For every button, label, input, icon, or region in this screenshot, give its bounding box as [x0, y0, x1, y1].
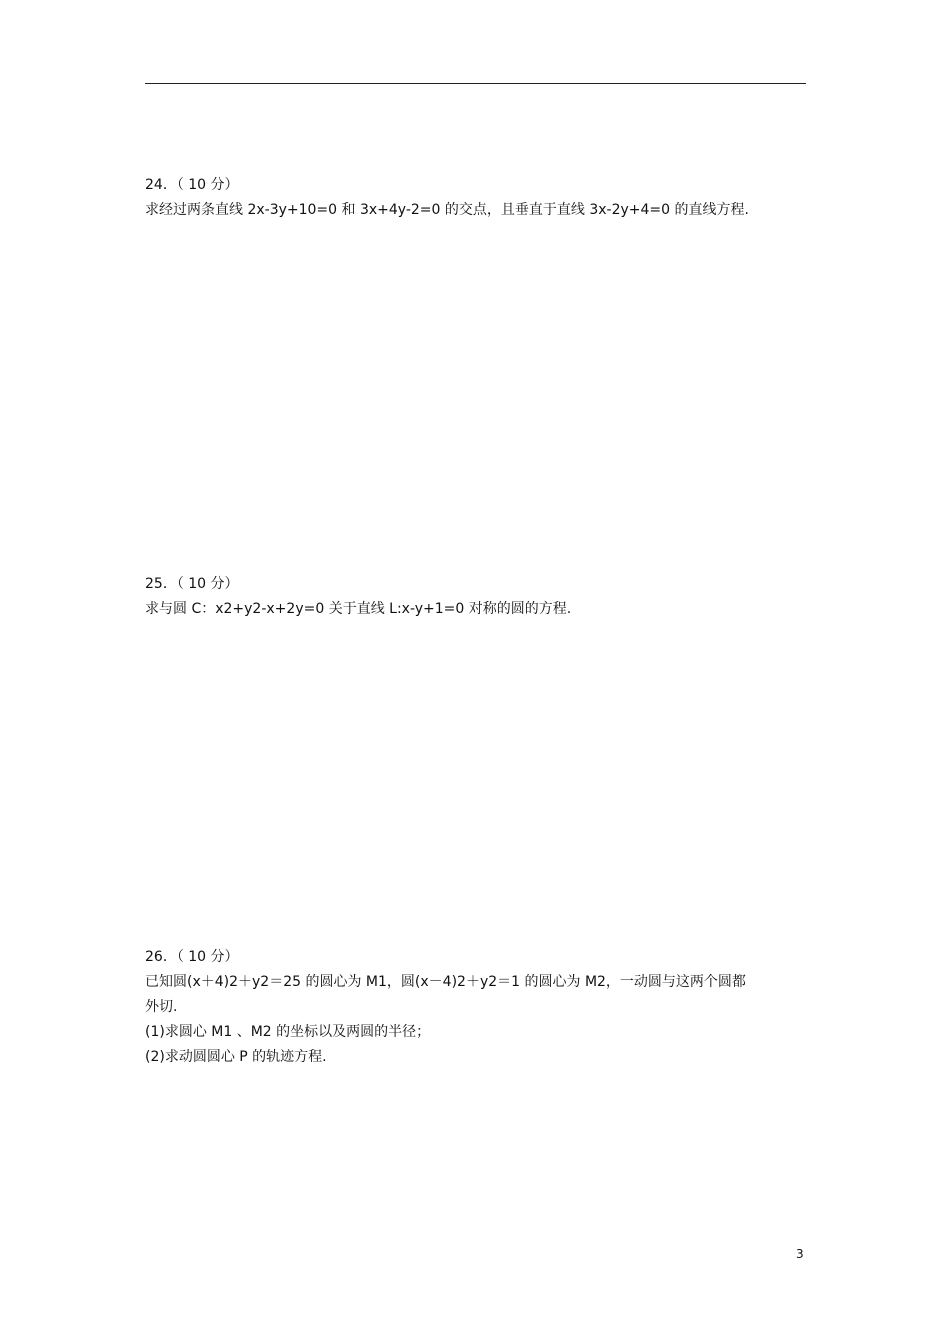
- question-text: 已知圆(x＋4)2＋y2＝25 的圆心为 M1，圆(x－4)2＋y2＝1 的圆心为 M2，一动圆与这两个圆都: [145, 974, 746, 990]
- sub-question-1: (1)求圆心 M1 、M2 的坐标以及两圆的半径；: [145, 1024, 431, 1040]
- question-text-continued: 外切.: [145, 999, 178, 1015]
- question-header: 24．（ 10 分）: [145, 177, 239, 193]
- question-text: 求经过两条直线 2x-3y+10=0 和 3x+4y-2=0 的交点，且垂直于直线 3x-2y+4=0 的直线方程.: [145, 202, 749, 218]
- question-26: [145, 945, 807, 1070]
- header-rule: [145, 83, 806, 84]
- question-24: [145, 173, 807, 223]
- page-number: 3: [796, 1247, 804, 1261]
- question-text: 求与圆 C：x2+y2-x+2y=0 关于直线 L:x-y+1=0 对称的圆的方程.: [145, 601, 572, 617]
- question-header: 26．（ 10 分）: [145, 949, 239, 965]
- question-header: 25．（ 10 分）: [145, 576, 239, 592]
- sub-question-2: (2)求动圆圆心 P 的轨迹方程.: [145, 1049, 327, 1065]
- question-25: [145, 572, 807, 622]
